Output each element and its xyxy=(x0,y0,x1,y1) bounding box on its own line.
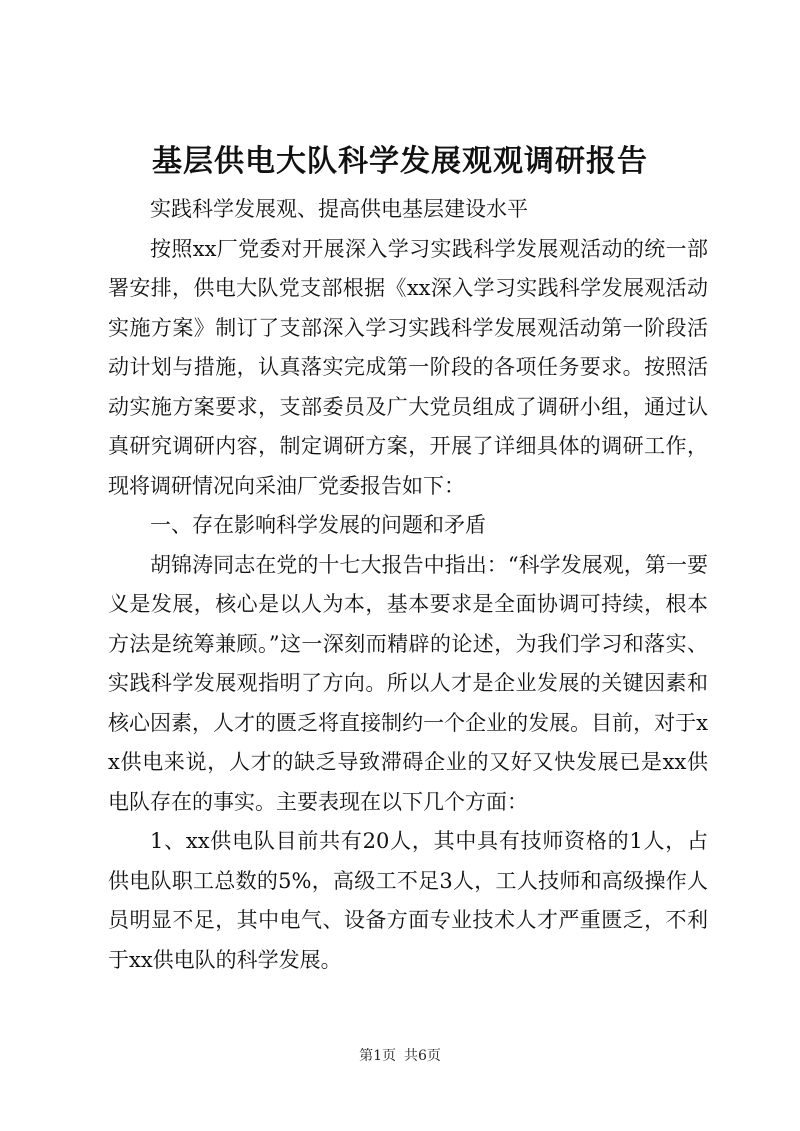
page-number: 第1页 xyxy=(359,1048,396,1064)
subtitle-paragraph: 实践科学发展观、提高供电基层建设水平 xyxy=(150,197,528,221)
intro-paragraph: 按照xx厂党委对开展深入学习实践科学发展观活动的统一部署安排，供电大队党支部根据《xx深入学习实践科学发展观活动实施方案》制订了支部深入学习实践科学发展观活动第一阶段活动计划与措施，认真落实完成第一阶段的各项任务要求。按照活动实施方案要求，支部委员及广大党员组成了调研小组，通过认真研究调研内容，制定调研方案，开展了详细具体的调研工作，现将调研情况向采油厂党委报告如下： xyxy=(108,236,708,498)
point-one-paragraph: 1、xx供电队目前共有20人，其中具有技师资格的1人，占供电队职工总数的5%，高级工不足3人，工人技师和高级操作人员明显不足，其中电气、设备方面专业技术人才严重匮乏，不利于xx供电队的科学发展。 xyxy=(108,829,708,972)
document-body xyxy=(108,190,708,980)
quote-paragraph: 胡锦涛同志在党的十七大报告中指出：“科学发展观，第一要义是发展，核心是以人为本，基本要求是全面协调可持续，根本方法是统筹兼顾。”这一深刻而精辟的论述，为我们学习和落实、实践科学发展观指明了方向。所以人才是企业发展的关键因素和核心因素，人才的匮乏将直接制约一个企业的发展。目前，对于xx供电来说，人才的缺乏导致滞碍企业的又好又快发展已是xx供电队存在的事实。主要表现在以下几个方面： xyxy=(108,552,708,814)
section-heading: 一、存在影响科学发展的问题和矛盾 xyxy=(150,513,486,537)
document-title: 基层供电大队科学发展观观调研报告 xyxy=(152,144,648,179)
page-footer xyxy=(0,1046,800,1066)
page-total: 共6页 xyxy=(404,1048,441,1064)
